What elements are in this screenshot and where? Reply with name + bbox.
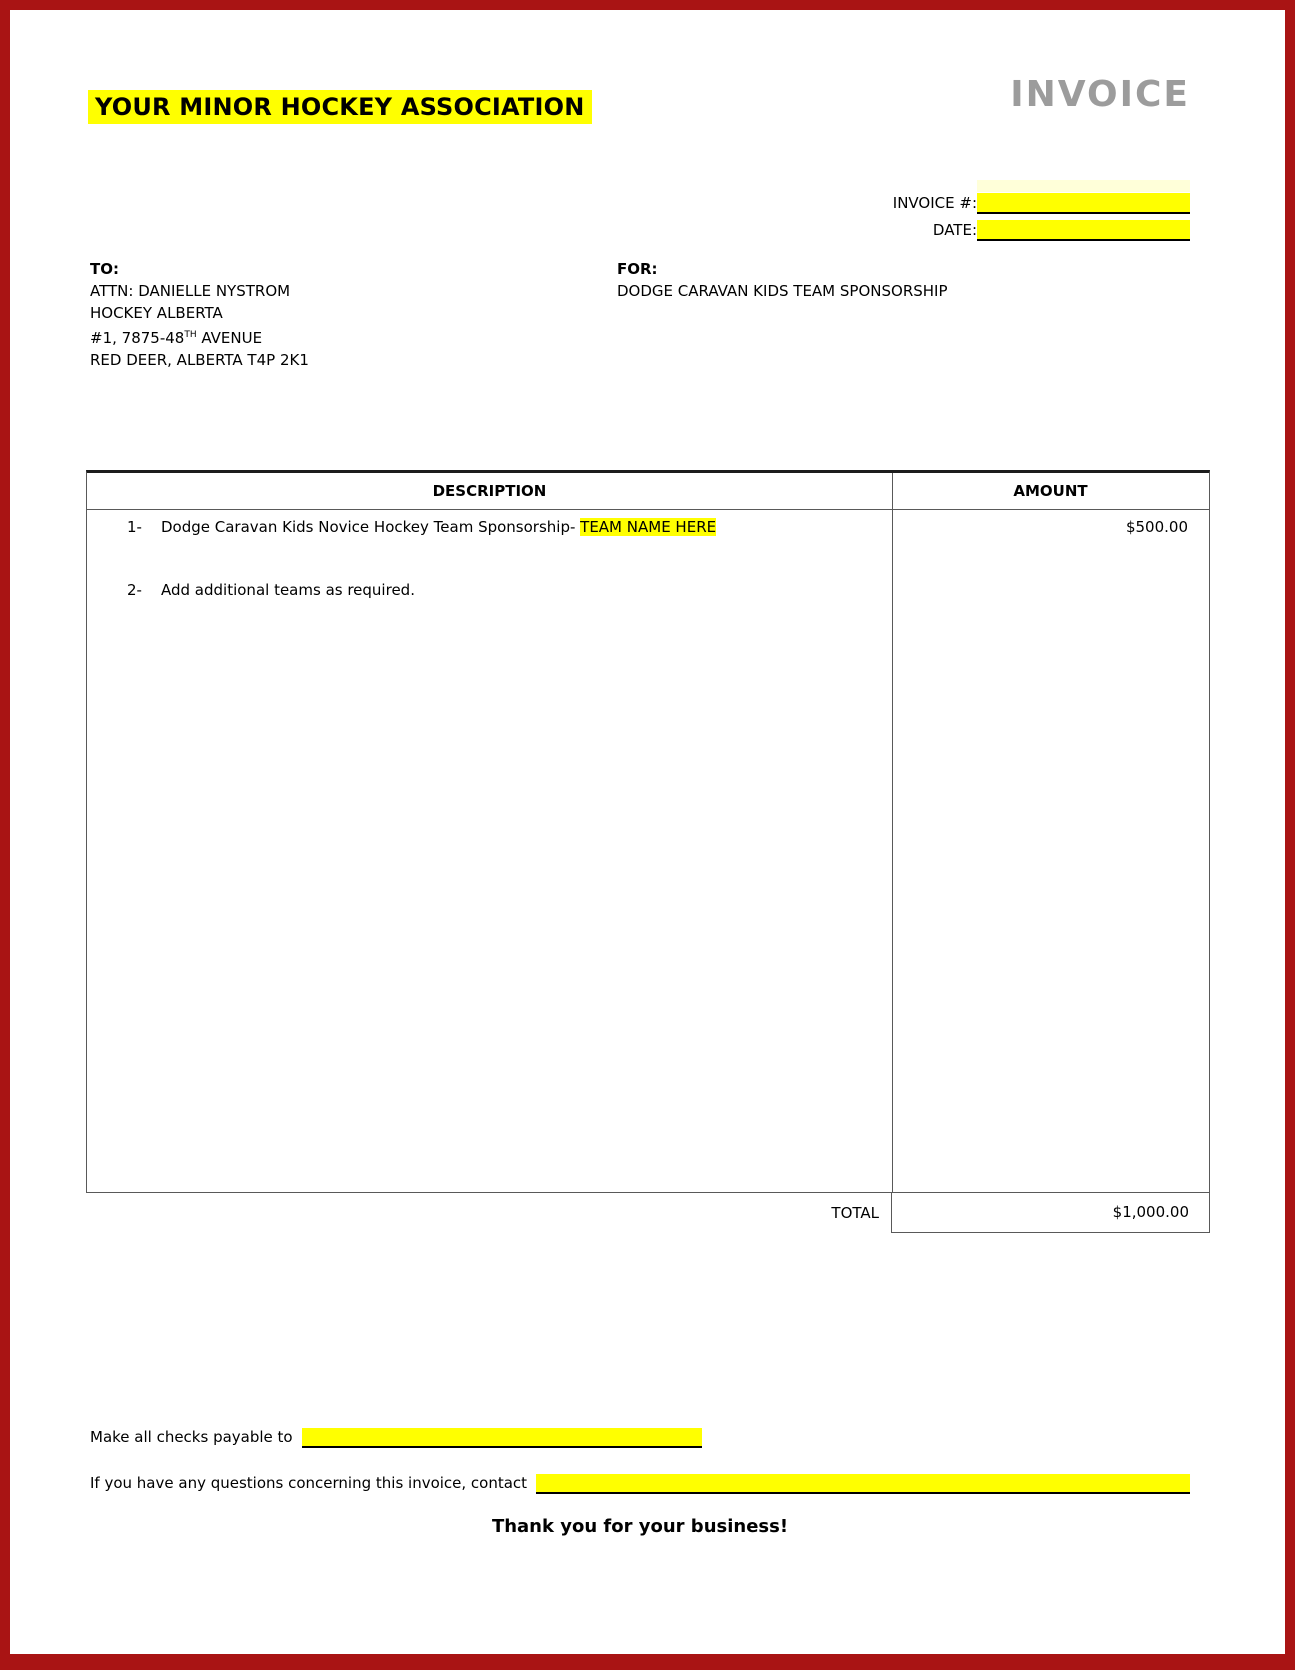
table-header-row bbox=[87, 473, 1209, 510]
checks-payable-line bbox=[90, 1428, 702, 1448]
to-org-line: HOCKEY ALBERTA bbox=[90, 304, 223, 322]
ordinal-suffix: TH bbox=[184, 330, 197, 340]
amount-column-header: AMOUNT bbox=[1013, 482, 1088, 500]
for-label: FOR: bbox=[617, 260, 658, 278]
row-number: 2- bbox=[127, 581, 142, 599]
description-column-header: DESCRIPTION bbox=[432, 482, 547, 500]
document-title: INVOICE bbox=[1010, 74, 1190, 115]
highlight-strip bbox=[977, 180, 1190, 192]
invoice-number-row bbox=[893, 193, 1190, 214]
invoice-date-label: DATE: bbox=[932, 221, 977, 239]
invoice-number-label: INVOICE #: bbox=[892, 194, 977, 212]
company-title: YOUR MINOR HOCKEY ASSOCIATION bbox=[88, 90, 592, 124]
for-line: DODGE CARAVAN KIDS TEAM SPONSORSHIP bbox=[617, 282, 948, 300]
to-street-line: #1, 7875-48TH AVENUE bbox=[90, 329, 263, 347]
invoice-table-body bbox=[86, 470, 1210, 1193]
to-attn-line: ATTN: DANIELLE NYSTROM bbox=[90, 282, 291, 300]
checks-payable-field[interactable] bbox=[302, 1428, 702, 1448]
to-city-line: RED DEER, ALBERTA T4P 2K1 bbox=[90, 351, 309, 369]
bill-to-section bbox=[90, 258, 309, 371]
table-row bbox=[127, 518, 716, 536]
column-divider bbox=[892, 473, 893, 1192]
for-section bbox=[617, 258, 948, 302]
invoice-number-field[interactable] bbox=[977, 193, 1190, 214]
thank-you-message: Thank you for your business! bbox=[491, 1516, 789, 1537]
contact-text: If you have any questions concerning this invoice, contact bbox=[90, 1474, 528, 1492]
table-row bbox=[127, 581, 415, 599]
contact-line bbox=[90, 1474, 1190, 1494]
row-description: Dodge Caravan Kids Novice Hockey Team Sponsorship- bbox=[161, 518, 581, 536]
to-label: TO: bbox=[90, 260, 119, 278]
invoice-date-field[interactable] bbox=[977, 220, 1190, 241]
total-label: TOTAL bbox=[831, 1204, 879, 1222]
invoice-date-row bbox=[933, 220, 1190, 241]
contact-field[interactable] bbox=[536, 1474, 1190, 1494]
total-amount: $1,000.00 bbox=[891, 1193, 1210, 1233]
row-description: Add additional teams as required. bbox=[161, 581, 415, 599]
row-number: 1- bbox=[127, 518, 142, 536]
invoice-table bbox=[86, 470, 1210, 1233]
row-amount: $500.00 bbox=[1125, 518, 1188, 536]
team-name-placeholder[interactable]: TEAM NAME HERE bbox=[580, 518, 717, 536]
total-row bbox=[86, 1193, 1210, 1233]
checks-payable-text: Make all checks payable to bbox=[90, 1428, 293, 1446]
